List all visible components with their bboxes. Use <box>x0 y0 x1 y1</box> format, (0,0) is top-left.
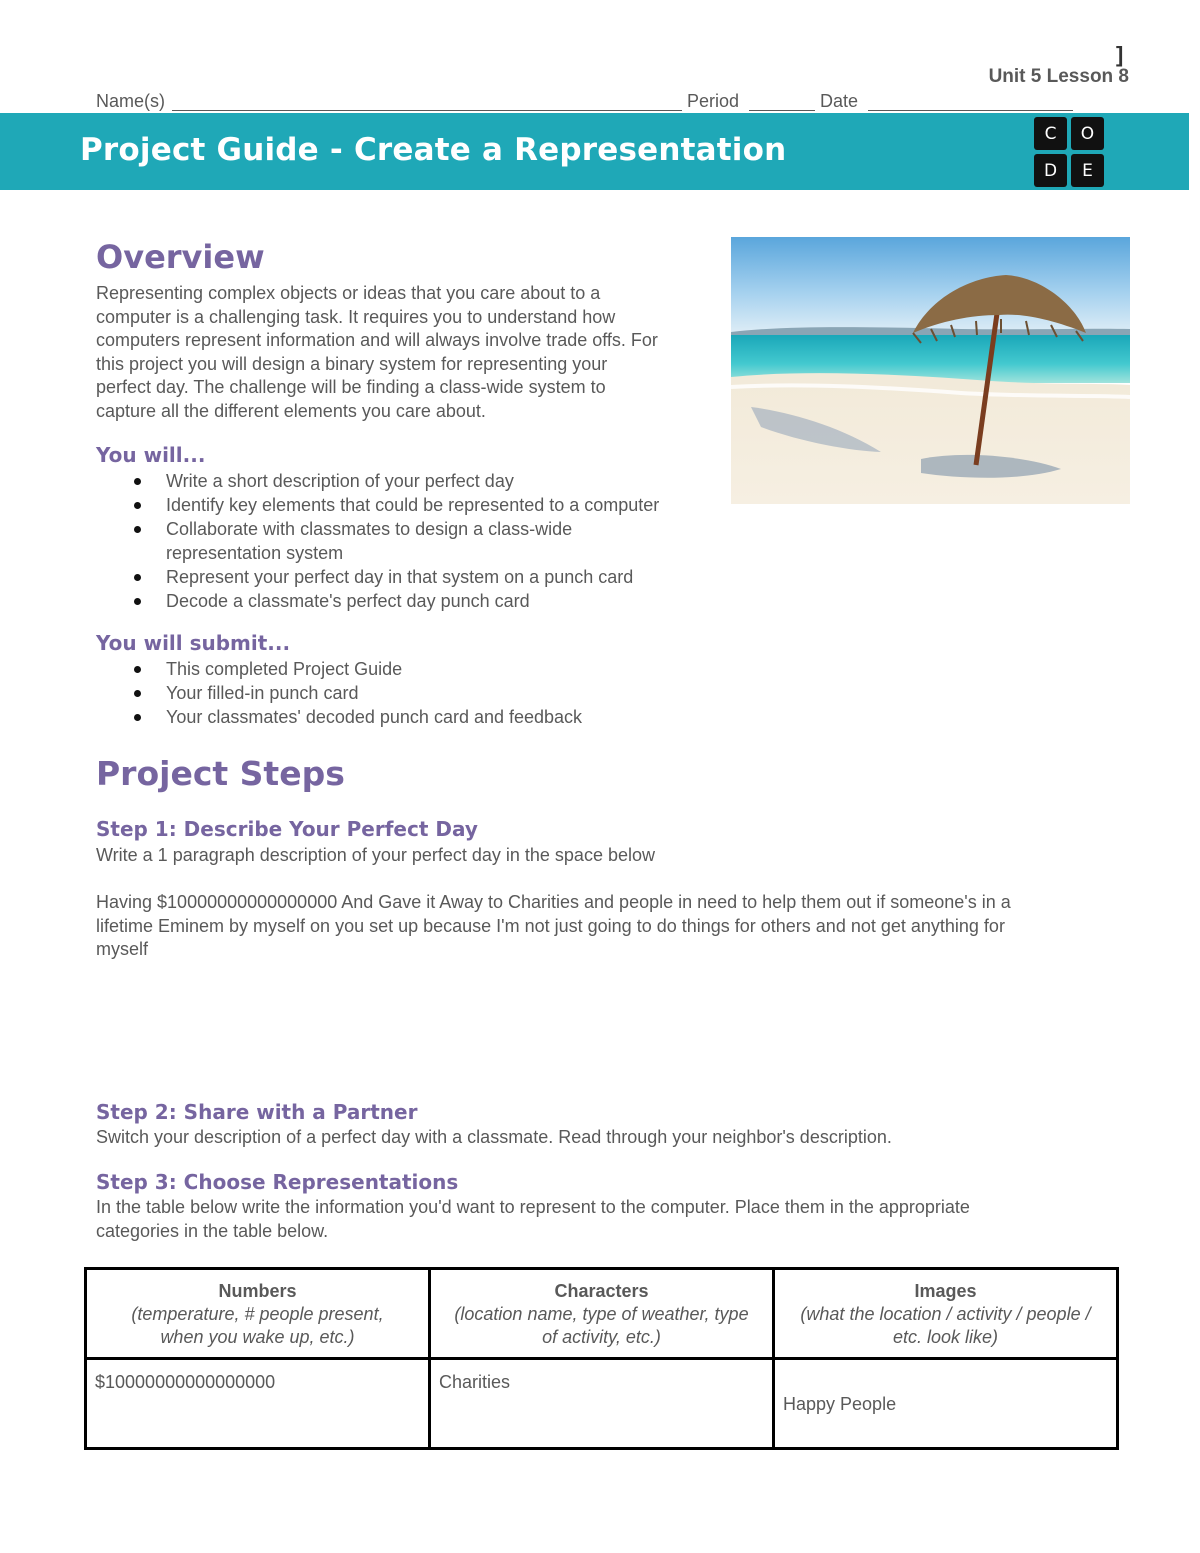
column-hint: (temperature, # people present, <box>131 1304 384 1324</box>
instruction-line: In the table below write the information you'd want to represent to the computer. Place them in the appropriate <box>96 1197 970 1217</box>
instruction-line: categories in the table below. <box>96 1220 329 1241</box>
date-field[interactable] <box>868 110 1073 111</box>
overview-line: computer is a challenging task. It requires you to understand how <box>96 306 616 327</box>
column-hint: when you wake up, etc.) <box>160 1327 355 1347</box>
table-header-row <box>86 1269 1118 1359</box>
table-row <box>86 1359 1118 1449</box>
answer-line: lifetime Eminem by myself on you set up because I'm not just going to do things for others and not get anything for <box>96 915 1005 936</box>
you-will-submit-heading: You will submit... <box>96 631 291 655</box>
list-item: Collaborate with classmates to design a class-wide representation system <box>96 517 636 565</box>
you-will-submit-list <box>96 657 716 729</box>
overview-line: Representing complex objects or ideas that you care about to a <box>96 283 601 303</box>
characters-cell[interactable]: Charities <box>430 1359 774 1449</box>
logo-letter-d: D <box>1034 154 1067 187</box>
list-item: Identify key elements that could be represented to a computer <box>96 493 716 517</box>
list-item: Your classmates' decoded punch card and feedback <box>96 705 716 729</box>
images-cell[interactable]: Happy People <box>774 1359 1118 1449</box>
logo-letter-c: C <box>1034 117 1067 150</box>
beach-umbrella-photo <box>731 237 1130 504</box>
step3-heading: Step 3: Choose Representations <box>96 1170 459 1194</box>
representation-table <box>84 1267 1119 1450</box>
code-org-logo <box>1034 117 1105 188</box>
period-field[interactable] <box>749 110 815 111</box>
answer-line: Having $10000000000000000 And Gave it Away to Charities and people in need to help them out if someone's in a <box>96 892 1011 912</box>
column-title: Characters <box>554 1281 649 1301</box>
name-field[interactable] <box>172 110 682 111</box>
you-will-heading: You will... <box>96 443 206 467</box>
column-hint: (what the location / activity / people / <box>800 1304 1091 1324</box>
period-label: Period <box>687 91 740 111</box>
images-column-header <box>774 1269 1118 1359</box>
answer-line: myself <box>96 939 149 959</box>
list-item: Your filled-in punch card <box>96 681 716 705</box>
numbers-cell[interactable]: $10000000000000000 <box>86 1359 430 1449</box>
column-hint: of activity, etc.) <box>542 1327 661 1347</box>
you-will-list <box>96 469 716 613</box>
overview-line: perfect day. The challenge will be finding a class-wide system to <box>96 377 606 397</box>
column-hint: (location name, type of weather, type <box>454 1304 749 1324</box>
date-label: Date <box>820 91 859 111</box>
step1-answer[interactable] <box>96 891 1106 962</box>
list-item: Write a short description of your perfect day <box>96 469 716 493</box>
column-title: Numbers <box>218 1281 297 1301</box>
project-steps-heading: Project Steps <box>96 754 345 793</box>
list-item: Represent your perfect day in that system on a punch card <box>96 565 716 589</box>
list-item: This completed Project Guide <box>96 657 716 681</box>
column-title: Images <box>914 1281 977 1301</box>
page-title: Project Guide - Create a Representation <box>80 132 787 168</box>
overview-line: this project you will design a binary system for representing your <box>96 353 608 374</box>
overview-paragraph <box>96 282 658 423</box>
step1-instruction: Write a 1 paragraph description of your perfect day in the space below <box>96 845 655 865</box>
overview-line: computers represent information and will always involve trade offs. For <box>96 330 658 350</box>
logo-letter-e: E <box>1071 154 1104 187</box>
overview-line: capture all the different elements you care about. <box>96 400 486 421</box>
step1-heading: Step 1: Describe Your Perfect Day <box>96 817 478 841</box>
unit-lesson-label: Unit 5 Lesson 8 <box>988 66 1129 87</box>
list-item: Decode a classmate's perfect day punch card <box>96 589 716 613</box>
name-label: Name(s) <box>96 91 166 111</box>
logo-letter-o: O <box>1071 117 1104 150</box>
numbers-column-header <box>86 1269 430 1359</box>
column-hint: etc. look like) <box>892 1327 999 1347</box>
step3-instruction <box>96 1196 970 1243</box>
step2-heading: Step 2: Share with a Partner <box>96 1100 418 1124</box>
header-bracket: ] <box>1116 42 1124 67</box>
overview-heading: Overview <box>96 238 265 276</box>
characters-column-header <box>430 1269 774 1359</box>
step2-instruction: Switch your description of a perfect day with a classmate. Read through your neighbor's description. <box>96 1127 892 1147</box>
